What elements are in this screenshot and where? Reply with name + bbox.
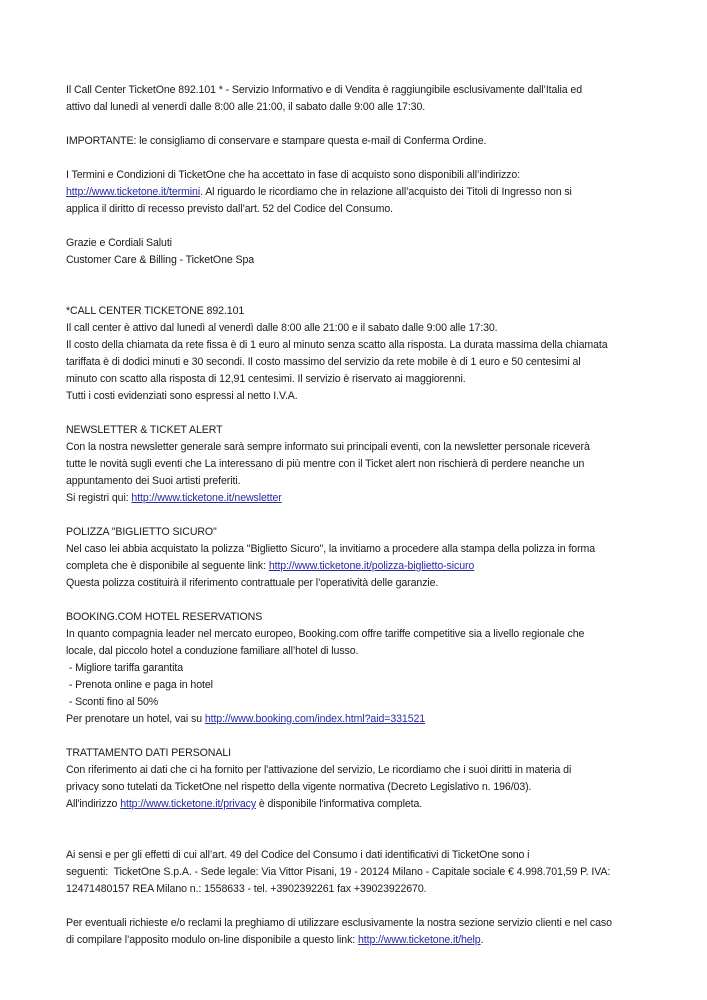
booking-cta-line — [66, 711, 656, 728]
privacy-line: Con riferimento ai dati che ci ha fornito per l'attivazione del servizio, Le ricordiamo che i suoi diritti in materia di — [66, 764, 572, 776]
help-paragraph — [66, 915, 656, 949]
booking-bullet: - Prenota online e paga in hotel — [66, 679, 213, 691]
closing-greeting: Grazie e Cordiali Saluti — [66, 237, 172, 249]
legal-line: 12471480157 REA Milano n.: 1558633 - tel. +3902392261 fax +39023922670. — [66, 883, 427, 895]
polizza-line: Nel caso lei abbia acquistato la polizza "Biglietto Sicuro", la invitiamo a procedere alla stampa della polizza in forma — [66, 543, 596, 555]
spacer — [66, 830, 656, 847]
call-center-section — [66, 303, 656, 405]
termini-line-rest: . Al riguardo le ricordiamo che in relazione all’acquisto dei Titoli di Ingresso non si — [200, 186, 572, 198]
intro-line: attivo dal lunedì al venerdì dalle 8:00 alle 21:00, il sabato dalle 9:00 alle 17:30. — [66, 101, 426, 113]
call-center-line: Il costo della chiamata da rete fissa è di 1 euro al minuto senza scatto alla risposta. La durata massima della chiamata — [66, 339, 608, 351]
privacy-link-suffix: è disponibile l'informativa completa. — [256, 798, 423, 810]
booking-line: locale, dal piccolo hotel a conduzione familiare all’hotel di lusso. — [66, 645, 359, 657]
newsletter-section — [66, 422, 656, 507]
legal-line: seguenti: TicketOne S.p.A. - Sede legale: Via Vittor Pisani, 19 - 20124 Milano - Capitale sociale € 4.998.701,59 P. IVA: — [66, 866, 611, 878]
section-heading: TRATTAMENTO DATI PERSONALI — [66, 747, 231, 759]
newsletter-line: Con la nostra newsletter generale sarà sempre informato sui principali eventi, con la newsletter personale riceverà — [66, 441, 590, 453]
closing-paragraph — [66, 235, 656, 269]
privacy-link[interactable]: http://www.ticketone.it/privacy — [120, 798, 257, 810]
booking-bullet: - Migliore tariffa garantita — [66, 662, 184, 674]
termini-paragraph — [66, 167, 656, 218]
importante-paragraph — [66, 133, 656, 150]
newsletter-register-line — [66, 490, 656, 507]
termini-line: I Termini e Condizioni di TicketOne che ha accettato in fase di acquisto sono disponibili all’indirizzo: — [66, 169, 521, 181]
call-center-line: Tutti i costi evidenziati sono espressi al netto I.V.A. — [66, 390, 298, 402]
section-heading: BOOKING.COM HOTEL RESERVATIONS — [66, 611, 263, 623]
booking-cta-prefix: Per prenotare un hotel, vai su — [66, 713, 205, 725]
intro-line: Il Call Center TicketOne 892.101 * - Servizio Informativo e di Vendita è raggiungibile esclusivamente dall’Italia ed — [66, 84, 583, 96]
privacy-line — [66, 796, 656, 813]
newsletter-line: tutte le novità sugli eventi che La interessano di più mentre con il Ticket alert non rischierà di perdere neanche un — [66, 458, 585, 470]
newsletter-link[interactable]: http://www.ticketone.it/newsletter — [131, 492, 282, 504]
call-center-line: Il call center è attivo dal lunedì al venerdì dalle 8:00 alle 21:00 e il sabato dalle 9:00 alle 17:30. — [66, 322, 498, 334]
document-page — [66, 82, 656, 966]
help-line — [66, 932, 656, 949]
booking-link[interactable]: http://www.booking.com/index.html?aid=331521 — [204, 713, 426, 725]
call-center-line: minuto con scatto alla risposta di 12,91 centesimi. Il servizio è riservato ai maggiorenni. — [66, 373, 466, 385]
booking-line: In quanto compagnia leader nel mercato europeo, Booking.com offre tariffe competitive sia a livello regionale che — [66, 628, 585, 640]
booking-bullet: - Sconti fino al 50% — [66, 696, 159, 708]
section-heading: POLIZZA "BIGLIETTO SICURO" — [66, 526, 217, 538]
help-line: Per eventuali richieste e/o reclami la preghiamo di utilizzare esclusivamente la nostra sezione servizio clienti e nel caso — [66, 917, 612, 929]
polizza-section — [66, 524, 656, 592]
termini-line — [66, 184, 656, 201]
section-heading: *CALL CENTER TICKETONE 892.101 — [66, 305, 245, 317]
legal-line: Ai sensi e per gli effetti di cui all’art. 49 del Codice del Consumo i dati identificativi di TicketOne sono i — [66, 849, 530, 861]
newsletter-line: appuntamento dei Suoi artisti preferiti. — [66, 475, 241, 487]
importante-text: IMPORTANTE: le consigliamo di conservare e stampare questa e-mail di Conferma Ordine. — [66, 135, 487, 147]
spacer — [66, 286, 656, 303]
section-heading: NEWSLETTER & TICKET ALERT — [66, 424, 223, 436]
termini-link[interactable]: http://www.ticketone.it/termini — [66, 186, 201, 198]
privacy-link-prefix: All'indirizzo — [66, 798, 121, 810]
polizza-line: Questa polizza costituirà il riferimento contrattuale per l’operatività delle garanzie. — [66, 577, 439, 589]
polizza-line — [66, 558, 656, 575]
newsletter-register-prefix: Si registri qui: — [66, 492, 132, 504]
booking-section — [66, 609, 656, 728]
legal-paragraph — [66, 847, 656, 898]
help-link-prefix: di compilare l’apposito modulo on-line disponibile a questo link: — [66, 934, 358, 946]
privacy-section — [66, 745, 656, 813]
privacy-line: privacy sono tutelati da TicketOne nel rispetto della vigente normativa (Decreto Legislativo n. 196/03). — [66, 781, 532, 793]
call-center-line: tariffata è di dodici minuti e 30 secondi. Il costo massimo del servizio da rete mobile è di 1 euro e 50 centesimi al — [66, 356, 581, 368]
polizza-link-prefix: completa che è disponibile al seguente link: — [66, 560, 269, 572]
closing-signature: Customer Care & Billing - TicketOne Spa — [66, 254, 255, 266]
polizza-link[interactable]: http://www.ticketone.it/polizza-biglietto-sicuro — [268, 560, 475, 572]
termini-line: applica il diritto di recesso previsto dall’art. 52 del Codice del Consumo. — [66, 203, 393, 215]
help-link-suffix: . — [480, 934, 484, 946]
intro-paragraph — [66, 82, 656, 116]
help-link[interactable]: http://www.ticketone.it/help — [357, 934, 481, 946]
